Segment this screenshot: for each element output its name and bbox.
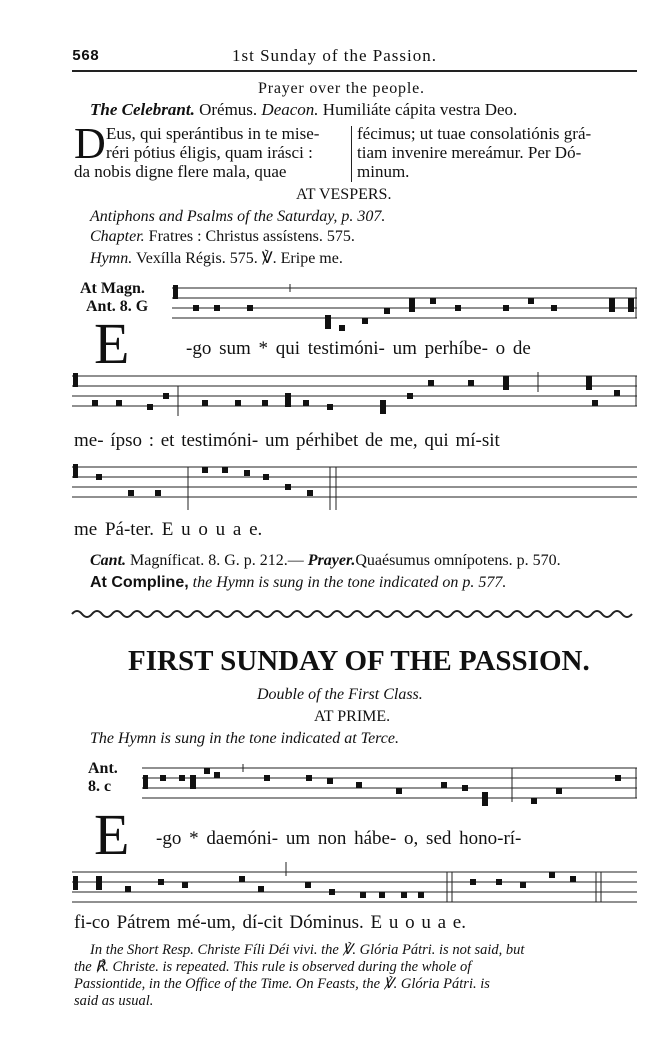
prayer-col1-line1: Eus, qui sperántibus in te mise- bbox=[106, 124, 320, 143]
vespers-dropcap: E bbox=[94, 311, 130, 376]
vespers-lyric-3: me Pá-ter. E u o u a e. bbox=[74, 519, 263, 540]
section-title: FIRST SUNDAY OF THE PASSION. bbox=[128, 645, 590, 677]
oremus: Orémus. bbox=[199, 100, 258, 119]
cant-label: Cant. bbox=[90, 552, 127, 569]
rubric-line-4: said as usual. bbox=[74, 993, 154, 1009]
vespers-lyric-1: -go sum * qui testimóni- um perhíbe- o de bbox=[186, 338, 531, 359]
vespers-lyric-2: me- ípso : et testimóni- um pérhibet de me, qui mí-sit bbox=[74, 430, 500, 451]
compline-text: the Hymn is sung in the tone indicated on p. 577. bbox=[192, 574, 507, 591]
staff-vespers-1 bbox=[172, 284, 637, 318]
rubric-line-2: the ℟. Christe. is repeated. This rule is observed during the whole of bbox=[74, 959, 472, 975]
prayer-col2-line3: minum. bbox=[357, 162, 410, 181]
hymn-note: The Hymn is sung in the tone indicated at Terce. bbox=[90, 730, 399, 747]
humiliate: Humiliáte cápita vestra Deo. bbox=[322, 100, 518, 119]
rank-line: Double of the First Class. bbox=[257, 686, 423, 703]
chapter-label: Chapter. bbox=[90, 228, 145, 245]
rubric-line-1: In the Short Resp. Christe Fíli Déi vivi. the ℣. Glória Pátri. is not said, but bbox=[90, 942, 525, 958]
celebrant-label: The Celebrant. bbox=[90, 100, 195, 119]
ornamental-divider bbox=[72, 608, 637, 620]
magn-label-2: Ant. 8. G bbox=[86, 298, 149, 315]
cant-line bbox=[90, 552, 561, 570]
prayer-col1-line3: da nobis digne flere mala, quae bbox=[74, 162, 287, 181]
prayer-col2-line2: tiam invenire mereámur. Per Dó- bbox=[357, 143, 582, 162]
neumes-prime-1 bbox=[143, 768, 621, 806]
prime-ant-label-1: Ant. bbox=[88, 760, 118, 777]
hymn-text: Vexílla Régis. 575. ℣. Eripe me. bbox=[135, 250, 343, 267]
staff-prime-2 bbox=[72, 862, 637, 902]
prime-lyric-1: -go * daemóni- um non hábe- o, sed hono-rí- bbox=[156, 828, 522, 849]
antiphons-line: Antiphons and Psalms of the Saturday, p. 307. bbox=[90, 208, 386, 225]
deacon-label: Deacon. bbox=[261, 100, 319, 119]
vespers-heading: AT VESPERS. bbox=[296, 186, 392, 203]
cant-text: Magníficat. 8. G. p. 212.— bbox=[130, 552, 304, 569]
rubric-line-3: Passiontide, in the Office of the Time. On Feasts, the ℣. Glória Pátri. is bbox=[74, 976, 490, 992]
prime-heading: AT PRIME. bbox=[314, 708, 391, 725]
neumes-prime-2 bbox=[73, 872, 576, 898]
prayer-label: Prayer. bbox=[307, 552, 356, 569]
prayer-heading: Prayer over the people. bbox=[258, 80, 425, 97]
compline-line bbox=[90, 574, 506, 592]
prime-lyric-2: fi-co Pátrem mé-um, dí-cit Dóminus. E u o u a e. bbox=[74, 912, 466, 933]
magn-label-1: At Magn. bbox=[80, 280, 145, 297]
prayer-text: Quaésumus omnípotens. p. 570. bbox=[355, 552, 561, 569]
running-title: 1st Sunday of the Passion. bbox=[232, 46, 437, 65]
prime-dropcap: E bbox=[94, 802, 130, 867]
initial-letter: D bbox=[74, 119, 106, 168]
chapter-text: Fratres : Christus assístens. 575. bbox=[148, 228, 355, 245]
page-number: 568 bbox=[72, 48, 100, 65]
staff-prime-1 bbox=[142, 764, 637, 802]
staff-vespers-3 bbox=[72, 467, 637, 510]
neumes-vespers-3 bbox=[73, 464, 313, 496]
staff-vespers-2 bbox=[72, 372, 637, 416]
prime-ant-label-2: 8. c bbox=[88, 778, 112, 795]
prayer-col2-line1: fécimus; ut tuae consolatiónis grá- bbox=[357, 124, 592, 143]
hymn-label: Hymn. bbox=[90, 250, 133, 267]
compline-label: At Compline, bbox=[90, 574, 189, 591]
prayer-col1-line2: réri pótius éligis, quam irásci : bbox=[106, 143, 313, 162]
